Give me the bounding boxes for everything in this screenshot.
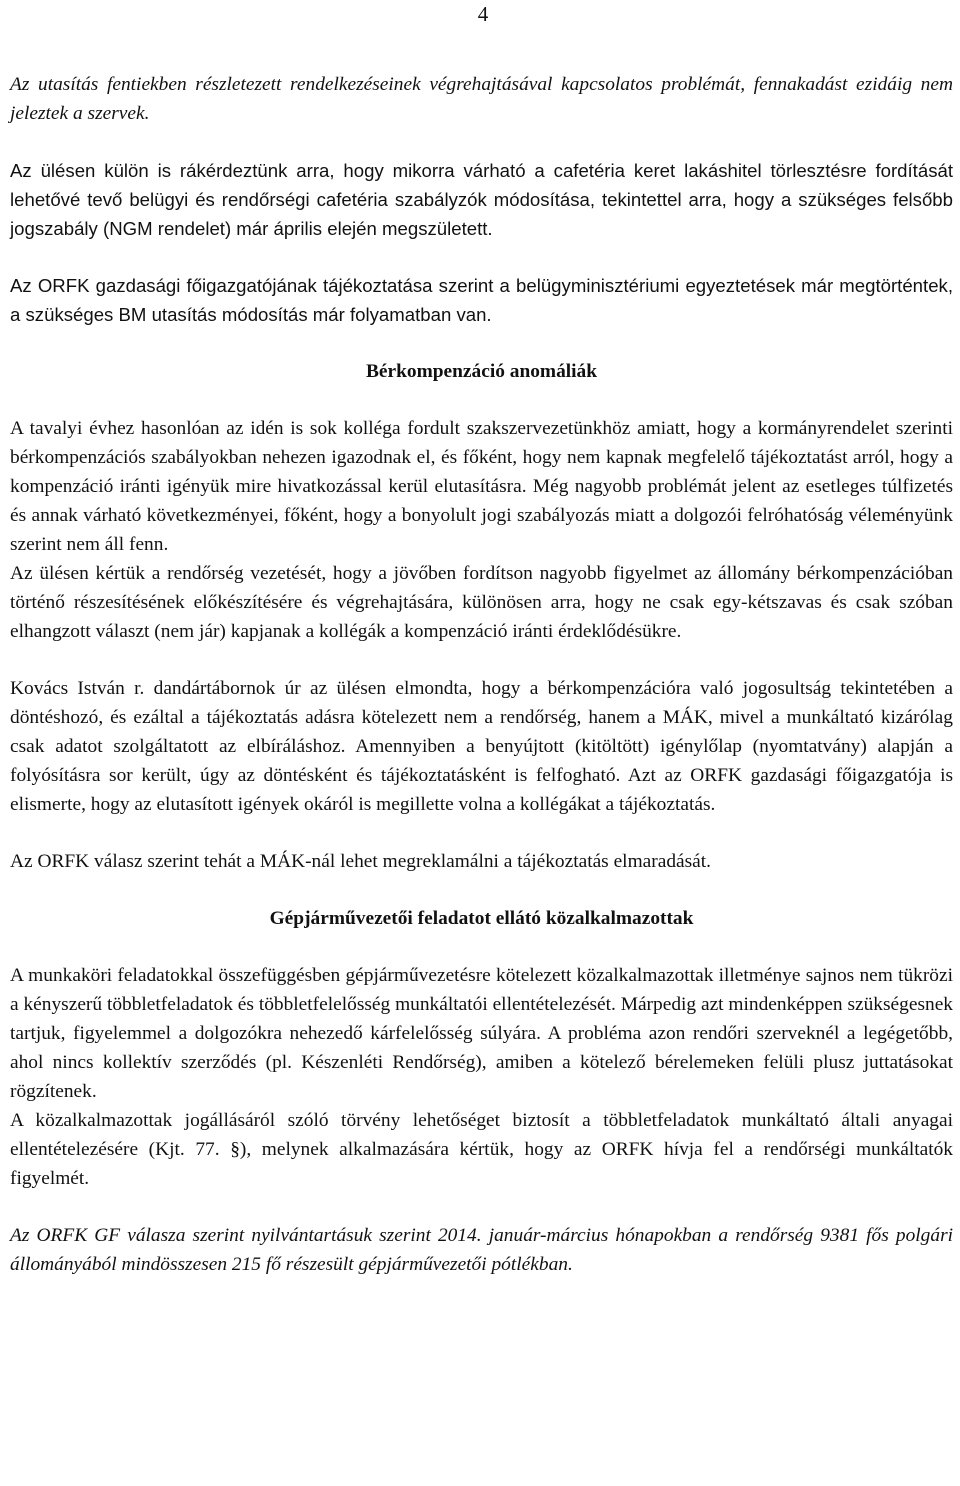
paragraph-orfk-reply: Az ORFK gazdasági főigazgatójának tájékoztatása szerint a belügyminisztériumi egyeztetések már megtörténtek, a szükséges BM utasítás módosítás már folyamatban van. <box>10 275 953 325</box>
section-heading-berkompenzacio: Bérkompenzáció anomáliák <box>365 361 598 382</box>
paragraph-orfk-answer: Az ORFK válasz szerint tehát a MÁK-nál lehet megreklamálni a tájékoztatás elmaradását. <box>10 851 712 872</box>
section-heading-gepjarmuvezetoi: Gépjárművezetői feladatot ellátó közalkalmazottak <box>269 908 694 929</box>
page-number: 4 <box>477 2 489 26</box>
paragraph-gepjarmuvezetoi-issue: A munkaköri feladatokkal összefüggésben gépjárművezetésre kötelezett közalkalmazottak illetménye sajnos nem tükrözi a kényszerű többletfeladatok és többletfelelősség munkáltatói ellentételezését. Márpedig azt mindenképpen szükségesnek tartjuk, figyelemmel a dolgozókra nehezedő kárfelelősség súlyára. A probléma azon rendőri szerveknél a legégetőbb, ahol nincs kollektív szerződés (pl. Készenléti Rendőrség), amiben a kötelező bérelemeken felüli plusz juttatásokat rögzítenek. <box>10 965 953 1102</box>
paragraph-instruction-status: Az utasítás fentiekben részletezett rendelkezéseinek végrehajtásával kapcsolatos problémát, fennakadást ezidáig nem jeleztek a szervek. <box>10 74 953 124</box>
paragraph-orfk-gf-reply: Az ORFK GF válasza szerint nyilvántartásuk szerint 2014. január-március hónapokban a rendőrség 9381 fős polgári állományából mindösszesen 215 fő részesült gépjárművezetői pótlékban. <box>10 1225 953 1275</box>
paragraph-kovacs-statement: Kovács István r. dandártábornok úr az ülésen elmondta, hogy a bérkompenzációra való jogosultság tekintetében a döntéshozó, és ezáltal a tájékoztatás adásra kötelezett nem a rendőrség, hanem a MÁK, mivel a munkáltató kizárólag csak adatot szolgáltatott az elbíráláshoz. Amennyiben a benyújtott (kitöltött) igénylőlap (nyomtatvány) alapján a folyósításra sor került, úgy az döntésként és tájékoztatásként is felfogható. Azt az ORFK gazdasági főigazgatója is elismerte, hogy az elutasított igények okáról is megillette volna a kollégákat a tájékoztatás. <box>10 678 953 815</box>
paragraph-berkompenzacio-issue: A tavalyi évhez hasonlóan az idén is sok kolléga fordult szakszervezetünkhöz amiatt, hogy a kormányrendelet szerinti bérkompenzációs szabályokban nehezen igazodnak el, és főként, hogy nem kapnak megfelelő tájékoztatást arról, hogy a kompenzáció iránti igényük mire hivatkozással kerül elutasításra. Még nagyobb problémát jelent az esetleges túlfizetés és annak várható következményei, főként, hogy a bonyolult jogi szabályozás miatt a dolgozói felróhatóság véleményünk szerint nem áll fenn. <box>10 418 953 555</box>
paragraph-kjt-request: A közalkalmazottak jogállásáról szóló törvény lehetőséget biztosít a többletfeladatok munkáltató általi anyagai ellentételezésére (Kjt. 77. §), melynek alkalmazására kértük, hogy az ORFK hívja fel a rendőrségi munkáltatók figyelmét. <box>10 1110 953 1189</box>
document-body <box>10 70 953 1279</box>
paragraph-berkompenzacio-request: Az ülésen kértük a rendőrség vezetését, hogy a jövőben fordítson nagyobb figyelmet az állomány bérkompenzációban történő részesítésének előkészítésére és végrehajtására, különösen arra, hogy ne csak egy-kétszavas és csak szóban elhangzott választ (nem jár) kapjanak a kollégák a kompenzáció iránti érdeklődésükre. <box>10 563 953 642</box>
paragraph-cafeteria-question: Az ülésen külön is rákérdeztünk arra, hogy mikorra várható a cafetéria keret lakáshitel törlesztésre fordítását lehetővé tevő belügyi és rendőrségi cafetéria szabályzók módosítása, tekintettel arra, hogy a szükséges felsőbb jogszabály (NGM rendelet) már április elején megszületett. <box>10 160 953 239</box>
